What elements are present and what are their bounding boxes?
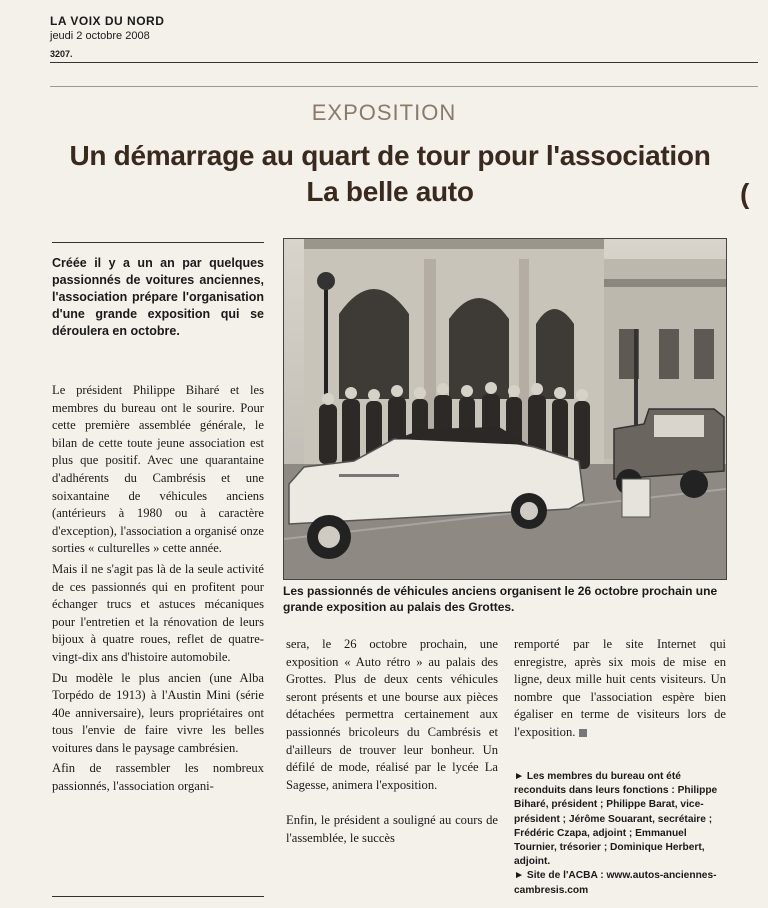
masthead-title: LA VOIX DU NORD [50,14,165,28]
paragraph: Le président Philippe Biharé et les membres du bureau ont le sourire. Pour cette première assemblée générale, le bilan de cette toute jeune association est plus que positif. Avec une quarantaine d'adhérents du Cambrésis et une soixantaine de véhicules anciens (antérieurs à 1980 ou à caractère d'exception), l'association a organisé onze sorties « culturelles » cette année. [52,383,264,556]
paragraph: Du modèle le plus ancien (une Alba Torpédo de 1913) à l'Austin Mini (série 40e anniversaire), leurs propriétaires ont tous l'envie de faire vivre les belles voitures dans le paysage cambrésien. [52,670,264,755]
website-info: ► Site de l'ACBA : www.autos-anciennes-cambresis.com [514,870,717,896]
paragraph: sera, le 26 octobre prochain, une exposition « Auto rétro » au palais des Grottes. Plus de deux cents véhicules seront présents et une bourse aux pièces détachées permettra certainement aux passionnés bricoleurs du Cambrésis et d'ailleurs de trouver leur bonheur. Un défilé de mode, réalisé par le lycée La Sagesse, animera l'exposition. [286,637,498,792]
photo-caption: Les passionnés de véhicules anciens organisent le 26 octobre prochain une grande exposition au palais des Grottes. [283,584,718,614]
edition-date: jeudi 2 octobre 2008 [50,30,150,42]
chapo-rule [52,242,264,243]
paragraph: Afin de rassembler les nombreux passionnés, l'association organi- [52,761,264,794]
text-column-2 [286,636,498,848]
article-lead: Créée il y a un an par quelques passionnés de voitures anciennes, l'association prépare l'organisation d'une grande exposition qui se déroulera en octobre. [52,256,264,338]
end-of-article-icon [579,729,587,737]
rubric-label: EXPOSITION [311,100,457,125]
paragraph: Mais il ne s'agit pas là de la seule activité de ces passionnés qui en profitent pour échanger trucs et astuces mécaniques pour l'entretien et la rénovation de leurs bijoux à quatre roues, reflet de quatre-vingt-dix ans d'histoire automobile. [52,561,264,664]
info-box [514,770,726,898]
text-column-3 [514,636,726,742]
article-photo [283,238,727,580]
paragraph [514,636,726,742]
adjacent-article-fragment: ( [740,178,750,209]
bureau-members: ► Les membres du bureau ont été reconduits dans leurs fonctions : Philippe Biharé, président ; Philippe Barat, vice-président ; Jérôme Souarant, secrétaire ; Frédéric Czapa, adjoint ; Emmanuel Tournier, trésorier ; Dominique Herbert, adjoint. [514,771,718,868]
text-column-1 [52,382,264,796]
paragraph-text: remporté par le site Internet qui enregistre, après six mois de mise en ligne, deux mille huit cents visiteurs. Un nombre que l'association espère bien égaliser en terme de visiteurs lors de l'exposition. [514,637,726,739]
frame-rule-top [50,86,758,87]
paragraph: Enfin, le président a souligné au cours de l'assemblée, le succès [286,813,498,845]
page-reference: 3207. [50,49,73,59]
header-rule [50,62,758,63]
footer-rule [52,896,264,897]
article-headline: Un démarrage au quart de tour pour l'association La belle auto [69,140,711,207]
photo-illustration-icon [284,239,726,579]
